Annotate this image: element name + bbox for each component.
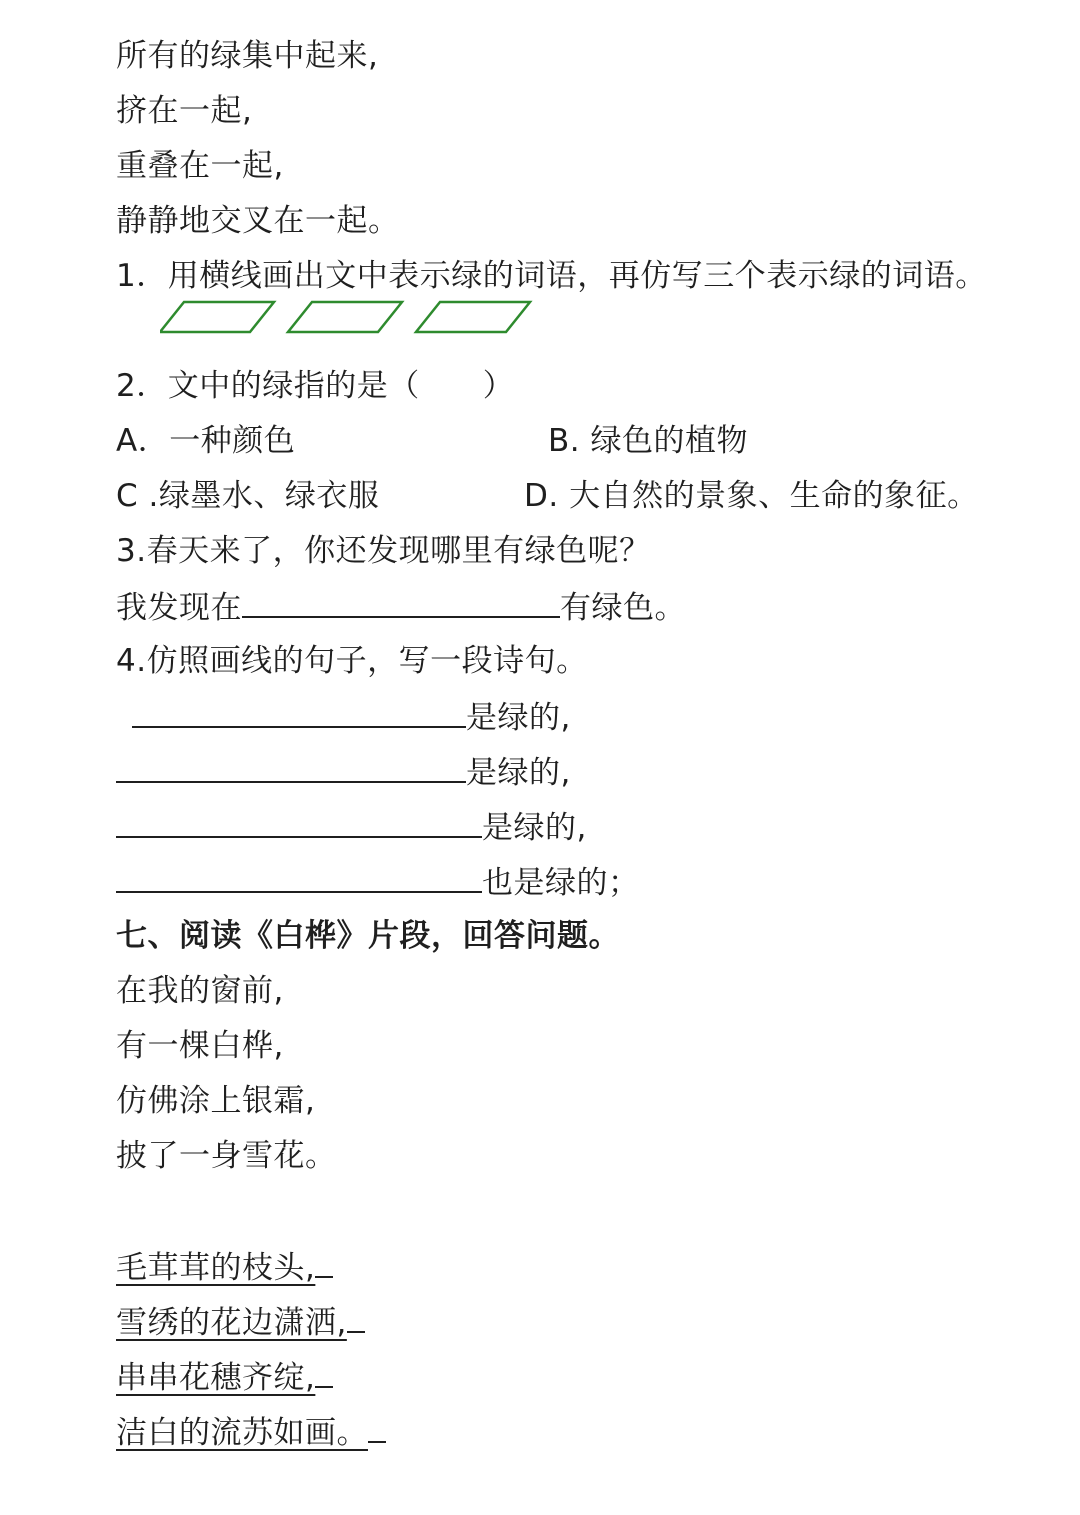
q4-line-4 bbox=[116, 861, 640, 903]
option-b[interactable]: B. 绿色的植物 bbox=[548, 423, 748, 459]
section-7-heading: 七、阅读《白桦》片段，回答问题。 bbox=[116, 918, 620, 954]
birch-line-3: 仿佛涂上银霜, bbox=[116, 1083, 316, 1119]
q4-suffix-2: 是绿的, bbox=[466, 755, 571, 791]
birch-underlined-line-2 bbox=[116, 1301, 365, 1343]
poem-line-4: 静静地交叉在一起。 bbox=[116, 203, 400, 239]
option-a[interactable]: A．一种颜色 bbox=[116, 423, 296, 459]
q3-answer-line bbox=[116, 586, 686, 628]
birch-underlined-text-4: 洁白的流苏如画。 bbox=[116, 1415, 368, 1451]
birch-line-2: 有一棵白桦, bbox=[116, 1028, 284, 1064]
birch-underlined-line-4 bbox=[116, 1411, 386, 1453]
question-1: 1．用横线画出文中表示绿的词语，再仿写三个表示绿的词语。 bbox=[116, 258, 987, 294]
birch-underlined-line-1 bbox=[116, 1246, 333, 1288]
q4-blank-3[interactable] bbox=[116, 806, 482, 838]
poem-line-1: 所有的绿集中起来, bbox=[116, 38, 379, 74]
q4-suffix-1: 是绿的, bbox=[466, 700, 571, 736]
option-d[interactable]: D. 大自然的景象、生命的象征。 bbox=[524, 478, 979, 514]
option-c[interactable]: C .绿墨水、绿衣服 bbox=[116, 478, 380, 514]
q4-suffix-3: 是绿的, bbox=[482, 810, 587, 846]
q4-blank-4[interactable] bbox=[116, 861, 482, 893]
birch-underlined-text-2: 雪绣的花边潇洒, bbox=[116, 1305, 347, 1341]
poem-line-3: 重叠在一起, bbox=[116, 148, 284, 184]
question-4: 4.仿照画线的句子，写一段诗句。 bbox=[116, 643, 588, 679]
q4-blank-1[interactable] bbox=[132, 696, 466, 728]
answer-boxes bbox=[160, 300, 540, 336]
q4-line-1 bbox=[132, 696, 571, 738]
q4-suffix-4: 也是绿的； bbox=[482, 865, 640, 901]
q4-blank-2[interactable] bbox=[116, 751, 466, 783]
birch-underlined-text-1: 毛茸茸的枝头, bbox=[116, 1250, 316, 1286]
q4-line-3 bbox=[116, 806, 587, 848]
birch-underlined-line-3 bbox=[116, 1356, 333, 1398]
underline-tail bbox=[368, 1411, 386, 1443]
answer-box-3[interactable] bbox=[416, 302, 530, 332]
question-3: 3.春天来了，你还发现哪里有绿色呢？ bbox=[116, 533, 651, 569]
birch-line-4: 披了一身雪花。 bbox=[116, 1138, 337, 1174]
underline-tail bbox=[315, 1356, 333, 1388]
answer-box-1[interactable] bbox=[160, 302, 274, 332]
q3-suffix: 有绿色。 bbox=[560, 590, 686, 626]
q3-blank[interactable] bbox=[242, 586, 560, 618]
q3-prefix: 我发现在 bbox=[116, 590, 242, 626]
birch-line-1: 在我的窗前, bbox=[116, 973, 284, 1009]
question-2: 2．文中的绿指的是（ ） bbox=[116, 368, 515, 404]
birch-underlined-text-3: 串串花穗齐绽, bbox=[116, 1360, 316, 1396]
underline-tail bbox=[315, 1246, 333, 1278]
answer-box-2[interactable] bbox=[288, 302, 402, 332]
q4-line-2 bbox=[116, 751, 571, 793]
underline-tail bbox=[347, 1301, 365, 1333]
poem-line-2: 挤在一起, bbox=[116, 93, 253, 129]
